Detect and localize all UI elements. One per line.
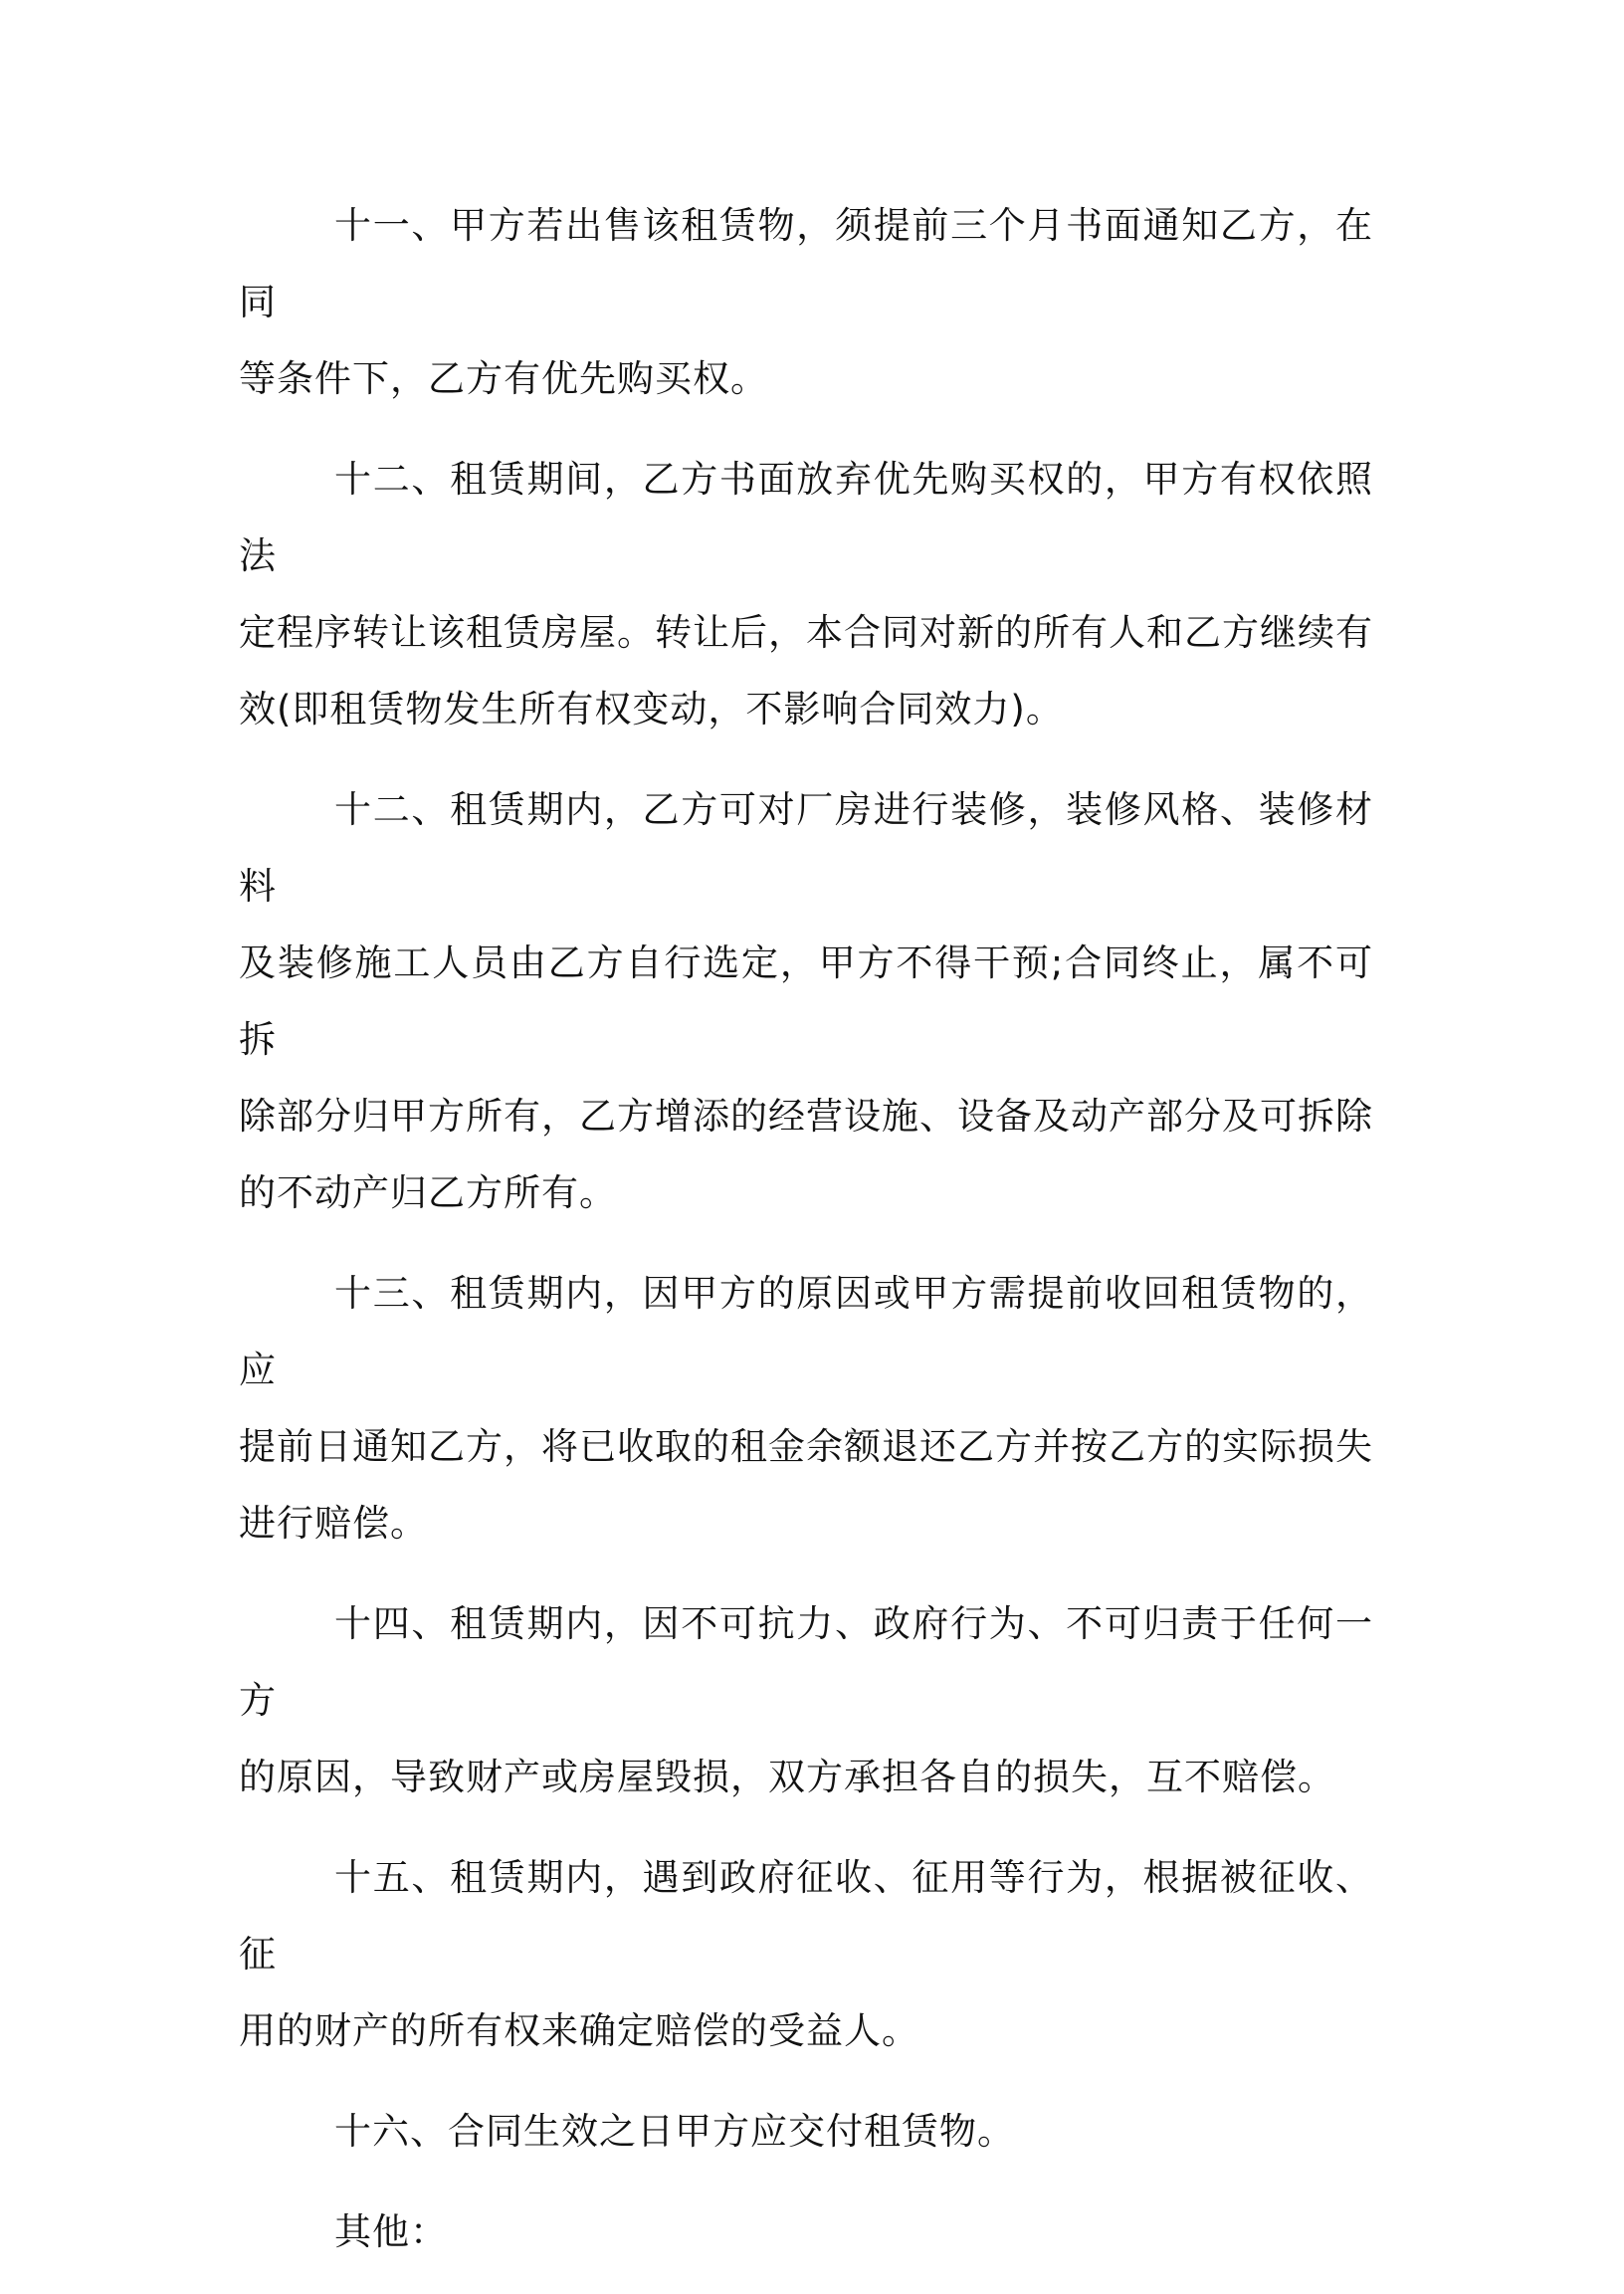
document-page	[239, 187, 1373, 2294]
text-line: 进行赔偿。	[239, 1502, 428, 1545]
text-line: 效(即租赁物发生所有权变动，不影响合同效力)。	[239, 688, 1064, 730]
text-line: 十二、租赁期内，乙方可对厂房进行装修，装修风格、装修材料	[239, 788, 1373, 908]
text-line: 十六、合同生效之日甲方应交付租赁物。	[334, 2110, 1015, 2153]
text-line: 十一、甲方若出售该租赁物，须提前三个月书面通知乙方，在同	[239, 204, 1373, 323]
text-line: 用的财产的所有权来确定赔偿的受益人。	[239, 2009, 919, 2052]
clause-12-transfer	[239, 441, 1373, 747]
clause-13	[239, 1255, 1373, 1562]
text-line: 十五、租赁期内，遇到政府征收、征用等行为，根据被征收、征	[239, 1856, 1373, 1976]
clause-15	[239, 1839, 1373, 2069]
text-line: 的原因，导致财产或房屋毁损，双方承担各自的损失，互不赔偿。	[239, 1756, 1335, 1798]
text-line: 提前日通知乙方，将已收取的租金余额退还乙方并按乙方的实际损失	[239, 1425, 1373, 1468]
text-line: 除部分归甲方所有，乙方增添的经营设施、设备及动产部分及可拆除	[239, 1095, 1373, 1138]
text-line: 定程序转让该租赁房屋。转让后，本合同对新的所有人和乙方继续有	[239, 611, 1373, 654]
clause-12-renovation	[239, 771, 1373, 1231]
clause-14	[239, 1585, 1373, 1815]
text-line: 十四、租赁期内，因不可抗力、政府行为、不可归责于任何一方	[239, 1602, 1373, 1722]
text-line: 及装修施工人员由乙方自行选定，甲方不得干预;合同终止，属不可拆	[239, 941, 1373, 1061]
text-line: 等条件下，乙方有优先购买权。	[239, 357, 768, 400]
clause-16	[239, 2093, 1373, 2170]
text-line: 十二、租赁期间，乙方书面放弃优先购买权的，甲方有权依照法	[239, 458, 1373, 577]
text-line: 十三、租赁期内，因甲方的原因或甲方需提前收回租赁物的，应	[239, 1272, 1373, 1391]
text-line: 其他：	[334, 2210, 448, 2253]
clause-11	[239, 187, 1373, 417]
clause-other	[239, 2193, 1373, 2270]
text-line: 的不动产归乙方所有。	[239, 1171, 617, 1214]
